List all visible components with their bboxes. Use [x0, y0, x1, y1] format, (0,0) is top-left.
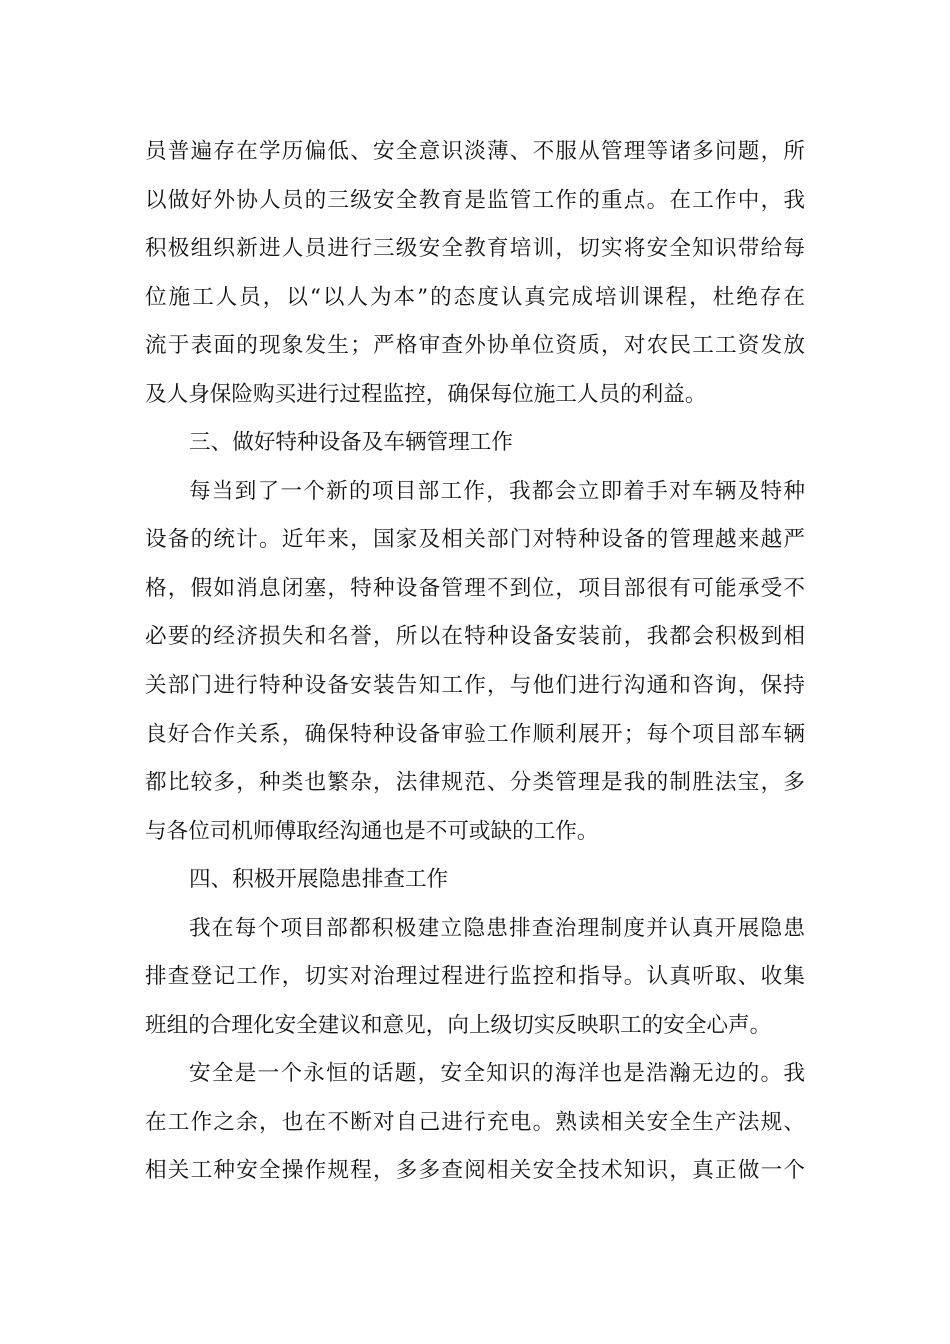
text-line: 及人身保险购买进行过程监控，确保每位施工人员的利益。	[145, 381, 707, 407]
text-line: 每当到了一个新的项目部工作，我都会立即着手对车辆及特种	[189, 478, 805, 504]
text-line: 排查登记工作，切实对治理过程进行监控和指导。认真听取、收集	[145, 964, 805, 990]
text-line: 设备的统计。近年来，国家及相关部门对特种设备的管理越来越严	[145, 527, 805, 553]
text-line: 在工作之余，也在不断对自己进行充电。熟读相关安全生产法规、	[145, 1109, 805, 1135]
text-line: 流于表面的现象发生；严格审查外协单位资质，对农民工工资发放	[145, 333, 805, 359]
text-line: 我在每个项目部都积极建立隐患排查治理制度并认真开展隐患	[189, 915, 805, 941]
text-line: 关部门进行特种设备安装告知工作，与他们进行沟通和咨询，保持	[145, 673, 805, 699]
text-line: 与各位司机师傅取经沟通也是不可或缺的工作。	[145, 818, 599, 844]
text-line: 员普遍存在学历偏低、安全意识淡薄、不服从管理等诸多问题，所	[145, 139, 805, 164]
text-line: 良好合作关系，确保特种设备审验工作顺利展开；每个项目部车辆	[145, 721, 805, 747]
text-line: 安全是一个永恒的话题，安全知识的海洋也是浩瀚无边的。我	[189, 1061, 805, 1087]
text-line: 格，假如消息闭塞，特种设备管理不到位，项目部很有可能承受不	[145, 575, 805, 601]
text-line: 三、做好特种设备及车辆管理工作	[189, 430, 513, 456]
text-line: 都比较多，种类也繁杂，法律规范、分类管理是我的制胜法宝，多	[145, 770, 805, 796]
body-text	[145, 128, 805, 1196]
text-line: 班组的合理化安全建议和意见，向上级切实反映职工的安全心声。	[145, 1012, 772, 1038]
text-line: 四、积极开展隐患排查工作	[189, 867, 449, 893]
text-line: 位施工人员，以“以人为本”的态度认真完成培训课程，杜绝存在	[145, 284, 805, 310]
text-line: 积极组织新进人员进行三级安全教育培训，切实将安全知识带给每	[145, 236, 805, 262]
text-line: 以做好外协人员的三级安全教育是监管工作的重点。在工作中，我	[145, 187, 805, 213]
text-line: 相关工种安全操作规程，多多查阅相关安全技术知识，真正做一个	[145, 1158, 805, 1184]
text-line: 必要的经济损失和名誉，所以在特种设备安装前，我都会积极到相	[145, 624, 805, 650]
